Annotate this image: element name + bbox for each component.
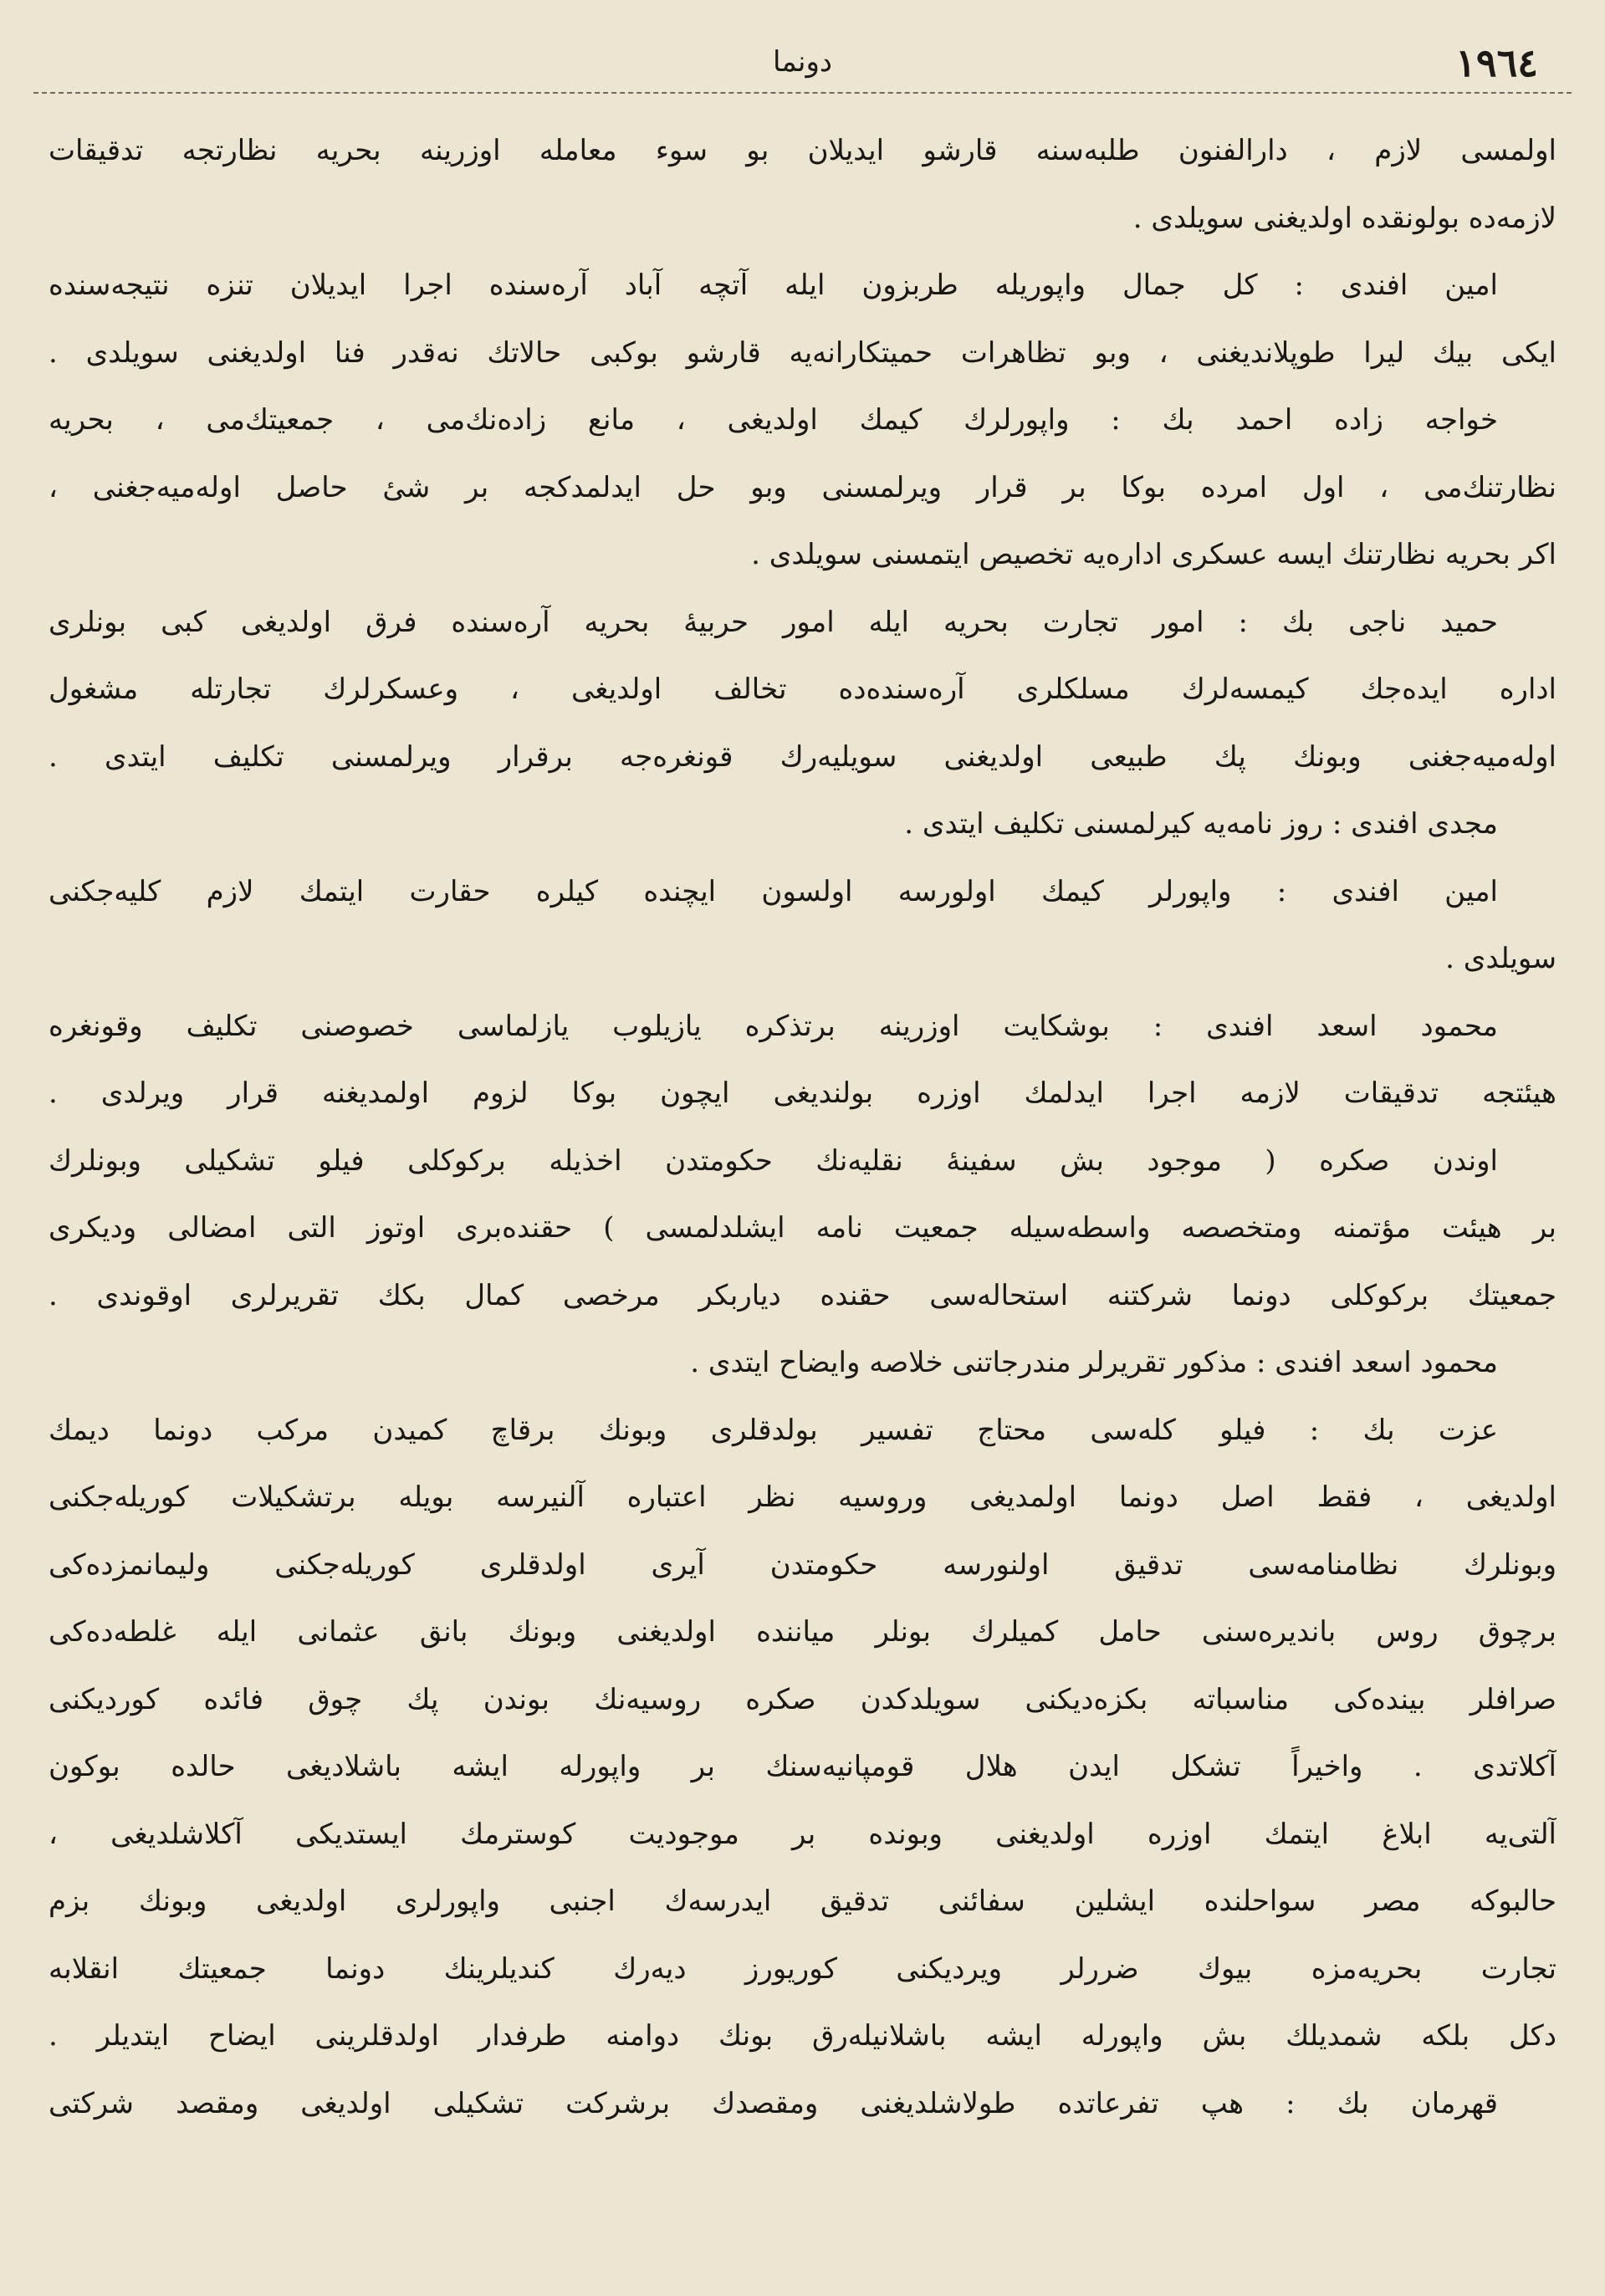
text-line: محمود اسعد افندی : مذکور تقریرلر مندرجاتنی خلاصه وایضاح ایتدی . xyxy=(690,1346,1498,1379)
text-line: برچوق روس باندیره‌سنی حامل کمیلرك بونلر میاننده اولدیغنی وبونك بانق عثمانی ایله غلطه‌ده‌کی xyxy=(49,1615,1556,1649)
body-text xyxy=(49,117,1556,2137)
text-line: حمید ناجی بك : امور تجارت بحریه ایله امور حربیهٔ بحریه آره‌سنده فرق اولدیغی کبی بونلری xyxy=(49,605,1498,639)
text-line: امین افندی : واپورلر کیمك اولورسه اولسون ایچنده کیلره حقارت ایتمك لازم کلیه‌جکنی xyxy=(49,874,1498,908)
text-line: اداره ایده‌جك کیمسه‌لرك مسلکلری آره‌سنده‌ده تخالف اولدیغی ، وعسکرلرك تجارتله مشغول xyxy=(49,672,1556,706)
text-line: اولمسی لازم ، دارالفنون طلبه‌سنه قارشو ایدیلان بو سوء معامله اوزرینه بحریه نظارتجه تدقیقات xyxy=(49,134,1556,167)
text-line: هیئتجه تدقیقات لازمه اجرا ایدلمك اوزره بولندیغی ایچون بوکا لزوم اولمدیغنه قرار ویرلدی . xyxy=(49,1076,1556,1110)
text-line: دکل بلکه شمدیلك بش واپورله ایشه باشلانیله‌رق بونك دوامنه طرفدار اولدقلرینی ایضاح ایتدیلر . xyxy=(49,2019,1556,2053)
page-number: ١٩٦٤ xyxy=(1455,40,1538,85)
text-line: ایکی بیك لیرا طوپلاندیغنی ، وبو تظاهرات حمیتکارانه‌یه قارشو بوکبی حالاتك نه‌قدر فنا اولدیغنی سویلدی . xyxy=(49,335,1556,370)
text-line: صرافلر بینده‌کی مناسباته بکزه‌دیکنی سویلدکدن صکره روسیه‌نك بوندن پك چوق فائده کوردیکنی xyxy=(49,1682,1556,1716)
text-line: بر هیئت مؤتمنه ومتخصصه واسطه‌سیله جمعیت نامه ایشلدلمسی ) حقنده‌بری اوتوز التی امضالی ودیکری xyxy=(49,1211,1556,1245)
text-line: سویلدی . xyxy=(1445,942,1556,975)
text-line: مجدی افندی : روز نامه‌یه کیرلمسنی تکلیف ایتدی . xyxy=(904,807,1498,841)
text-line: جمعیتك برکوکلی دونما شرکتنه استحاله‌سی حقنده دیاربکر مرخصی کمال بکك تقریرلری اوقوندی . xyxy=(49,1278,1556,1312)
page-header xyxy=(59,40,1546,99)
text-line: لازمه‌ده بولونقده اولدیغنی سویلدی . xyxy=(1132,201,1556,235)
text-line: اولدیغی ، فقط اصل دونما اولمدیغی وروسیه نظر اعتباره آلنیرسه بویله برتشکیلات کوریله‌جکنی xyxy=(49,1480,1556,1514)
text-line: عزت بك : فیلو کله‌سی محتاج تفسیر بولدقلری وبونك برقاچ کمیدن مرکب دونما دیمك xyxy=(49,1413,1498,1447)
text-line: تجارت بحریه‌مزه بیوك ضررلر ویردیکنی کوریورز دیه‌رك کندیلرینك دونما جمعیتك انقلابه xyxy=(49,1951,1556,1986)
text-line: آلتی‌یه ابلاغ ایتمك اوزره اولدیغنی وبونده بر موجودیت کوسترمك ایستدیکی آکلاشلدیغی ، xyxy=(49,1817,1556,1851)
text-line: قهرمان بك : هپ تفرعاتده طولاشلدیغنی ومقصدك برشرکت تشکیلی اولدیغی ومقصد شرکتی xyxy=(49,2086,1498,2120)
text-line: وبونلرك نظامنامه‌سی تدقیق اولنورسه حکومتدن آیری اولدقلری کوریله‌جکنی ولیمانمزده‌کی xyxy=(49,1547,1556,1582)
text-line: اکر بحریه نظارتنك ایسه عسکری اداره‌یه تخصیص ایتمسنی سویلدی . xyxy=(751,538,1556,571)
text-line: اوله‌میه‌جغنی وبونك پك طبیعی اولدیغنی سویلیه‌رك قونغره‌جه برقرار ویرلمسنی تکلیف ایتدی . xyxy=(49,739,1556,774)
text-line: خواجه زاده احمد بك : واپورلرك کیمك اولدیغی ، مانع زاده‌نك‌می ، جمعیتك‌می ، بحریه xyxy=(49,403,1498,437)
text-line: آکلاتدی . واخیراً تشکل ایدن هلال قومپانیه‌سنك بر واپورله ایشه باشلادیغی حالده بوکون xyxy=(49,1750,1556,1783)
text-line: امین افندی : کل جمال واپوریله طربزون ایله آتچه آباد آره‌سنده اجرا ایدیلان تنزه نتیجه‌سنده xyxy=(49,268,1498,302)
text-line: نظارتنك‌می ، اول امرده بوکا بر قرار ویرلمسنی وبو حل ایدلمدکجه بر شیٔ حاصل اوله‌میه‌جغنی ، xyxy=(49,470,1556,504)
text-line: حالبوکه مصر سواحلنده ایشلین سفائنی تدقیق ایدرسه‌ك اجنبی واپورلری اولدیغی وبونك بزم xyxy=(49,1884,1556,1918)
text-line: محمود اسعد افندی : بوشکایت اوزرینه برتذکره یازیلوب یازلماسی خصوصنی تکلیف وقونغره xyxy=(49,1009,1498,1043)
header-rule xyxy=(33,92,1572,94)
text-line: اوندن صکره ( موجود بش سفینهٔ نقلیه‌نك حکومتدن اخذیله برکوکلی فیلو تشکیلی وبونلرك xyxy=(49,1143,1498,1178)
running-title: دونما xyxy=(772,45,833,79)
